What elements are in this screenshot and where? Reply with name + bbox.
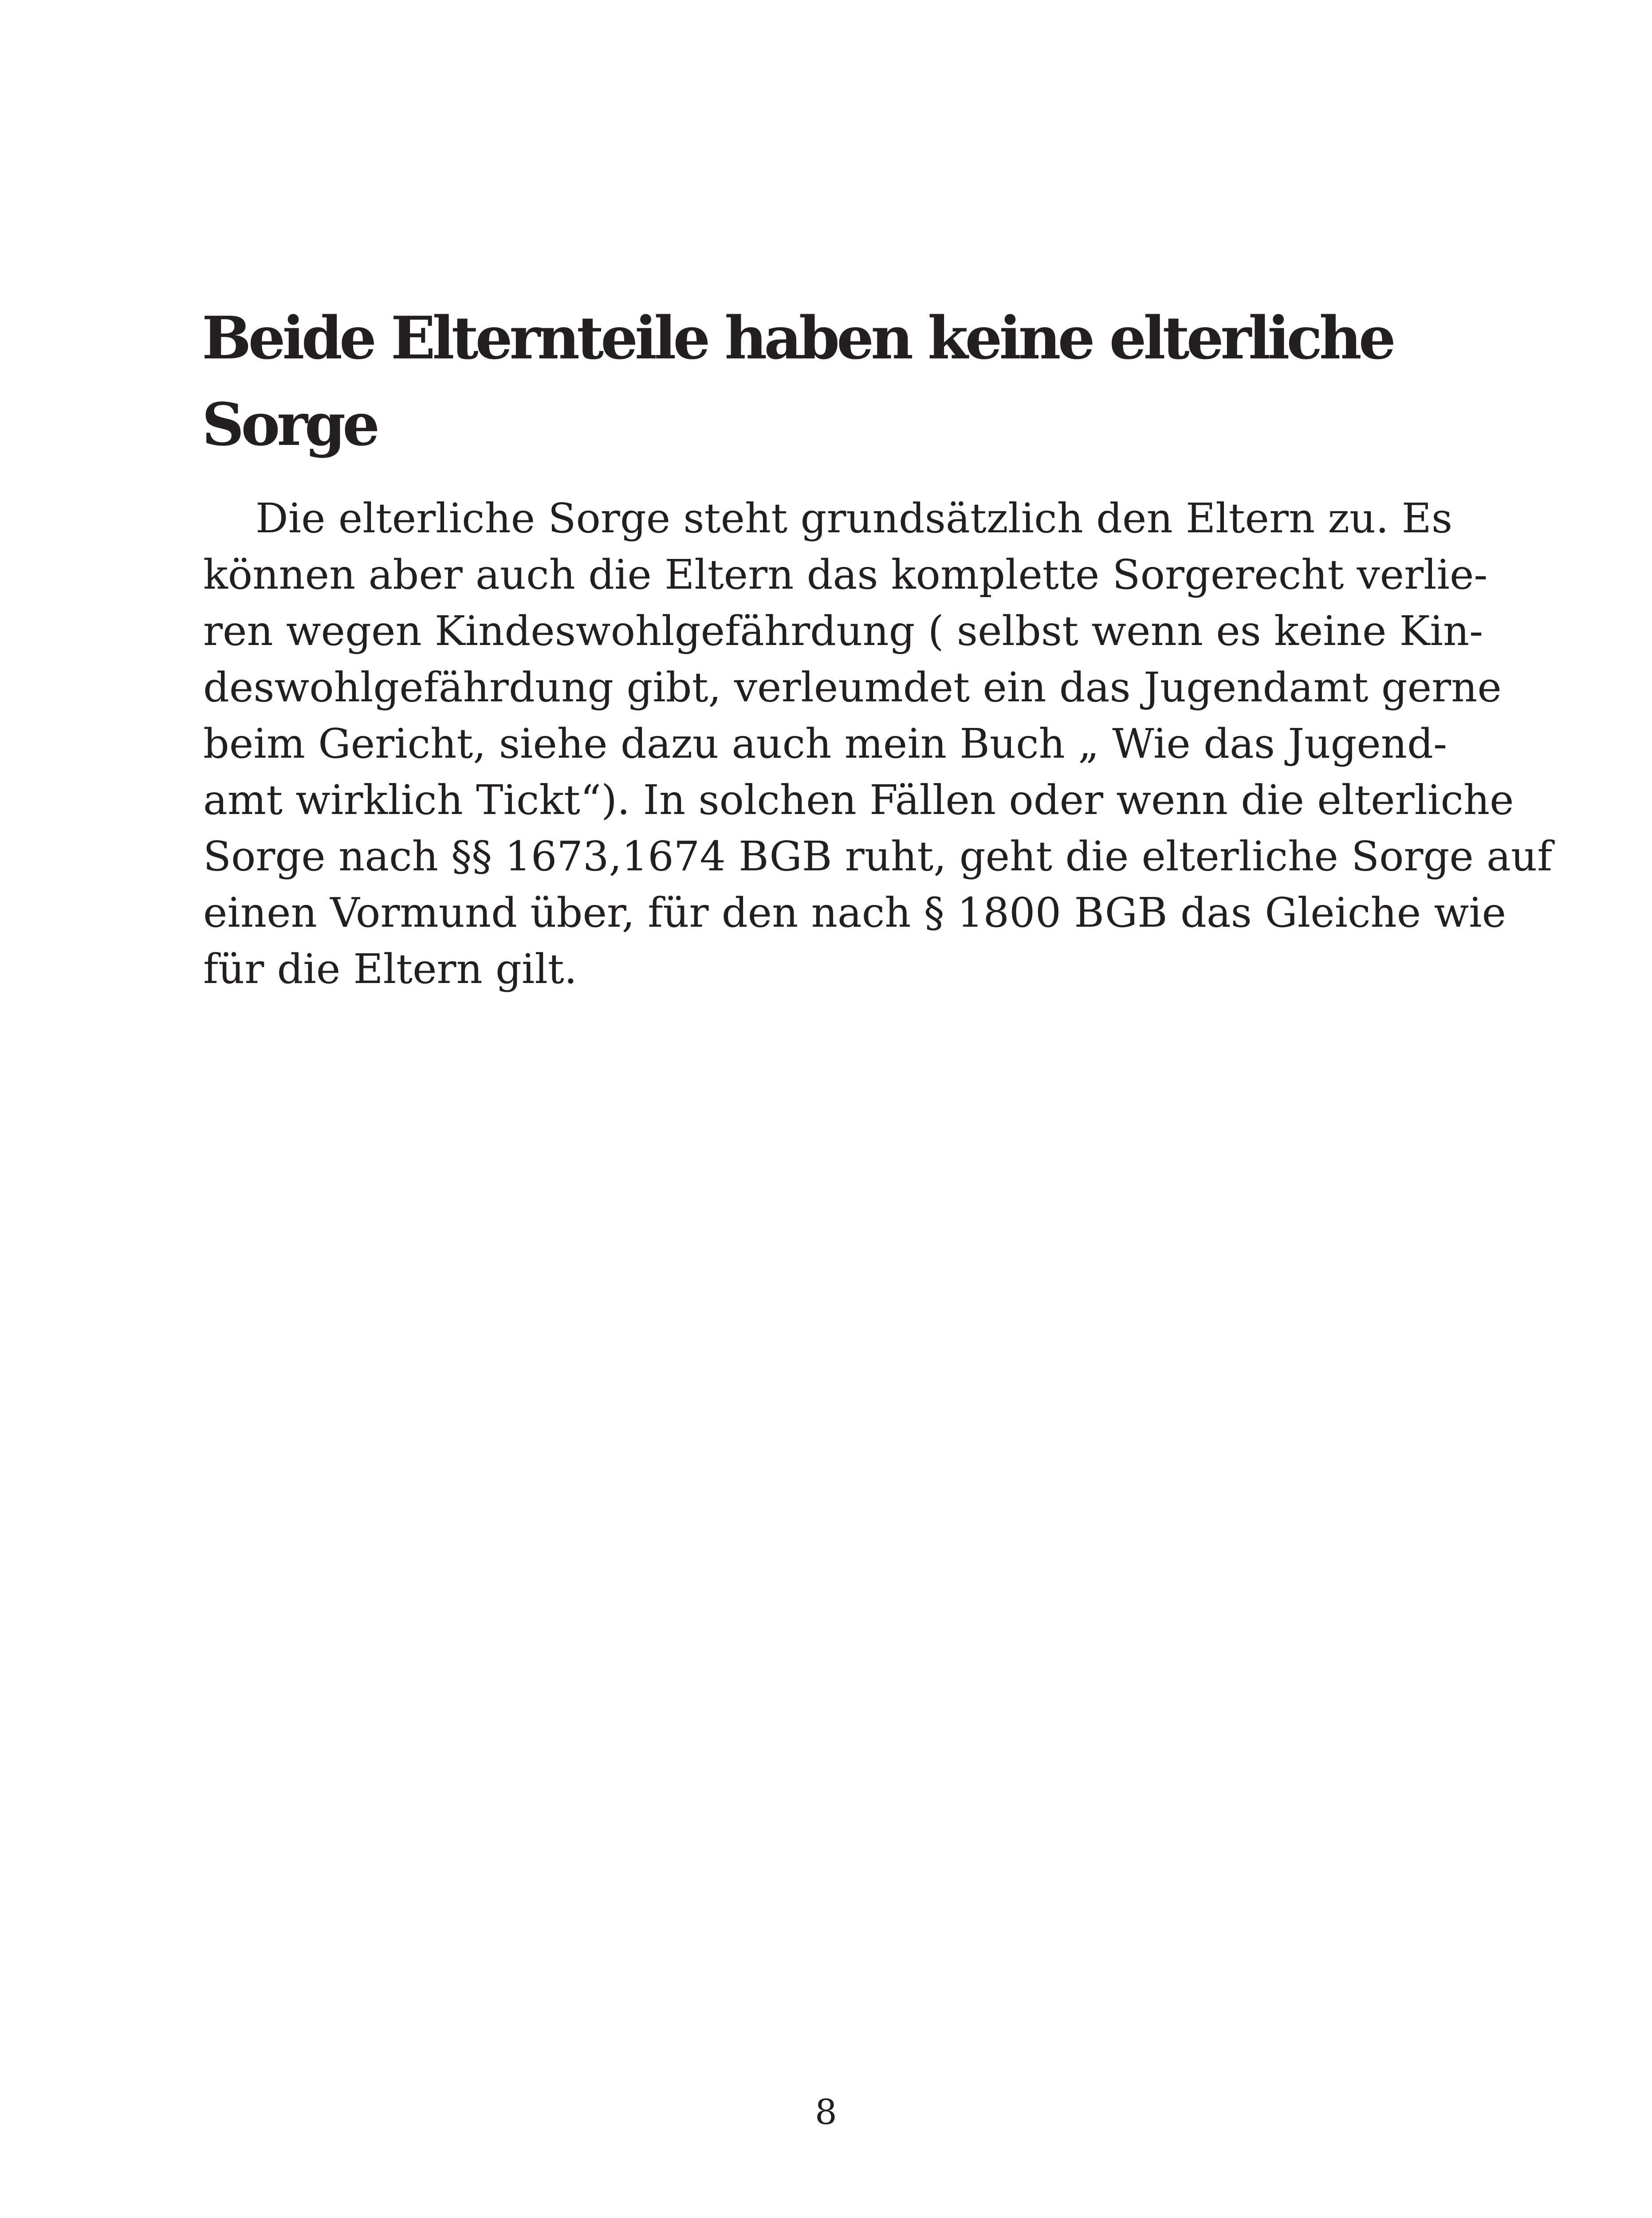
paragraph-line: einen Vormund über, für den nach § 1800 BGB das Gleiche wie (203, 889, 1506, 936)
paragraph-line: Sorge nach §§ 1673,1674 BGB ruht, geht die elterliche Sorge auf (203, 833, 1553, 880)
paragraph-line: für die Eltern gilt. (203, 945, 577, 993)
paragraph-line: Die elterliche Sorge steht grundsätzlich den Eltern zu. Es (256, 495, 1453, 542)
page-number: 8 (815, 2092, 837, 2132)
section-heading (202, 295, 1466, 468)
paragraph-line: beim Gericht, siehe dazu auch mein Buch „ Wie das Jugend- (203, 720, 1447, 767)
heading-line-1: Beide Elternteile haben keine elterliche (202, 304, 1393, 373)
paragraph-line: deswohlgefährdung gibt, verleumdet ein das Jugendamt gerne (203, 664, 1502, 711)
body-paragraph (203, 490, 1553, 997)
heading-line-2: Sorge (202, 390, 377, 459)
paragraph-line: können aber auch die Eltern das komplette Sorgerecht verlie- (203, 551, 1488, 598)
paragraph-line: amt wirklich Tickt“). In solchen Fällen oder wenn die elterliche (203, 776, 1514, 824)
paragraph-line: ren wegen Kindeswohlgefährdung ( selbst wenn es keine Kin- (203, 607, 1483, 655)
